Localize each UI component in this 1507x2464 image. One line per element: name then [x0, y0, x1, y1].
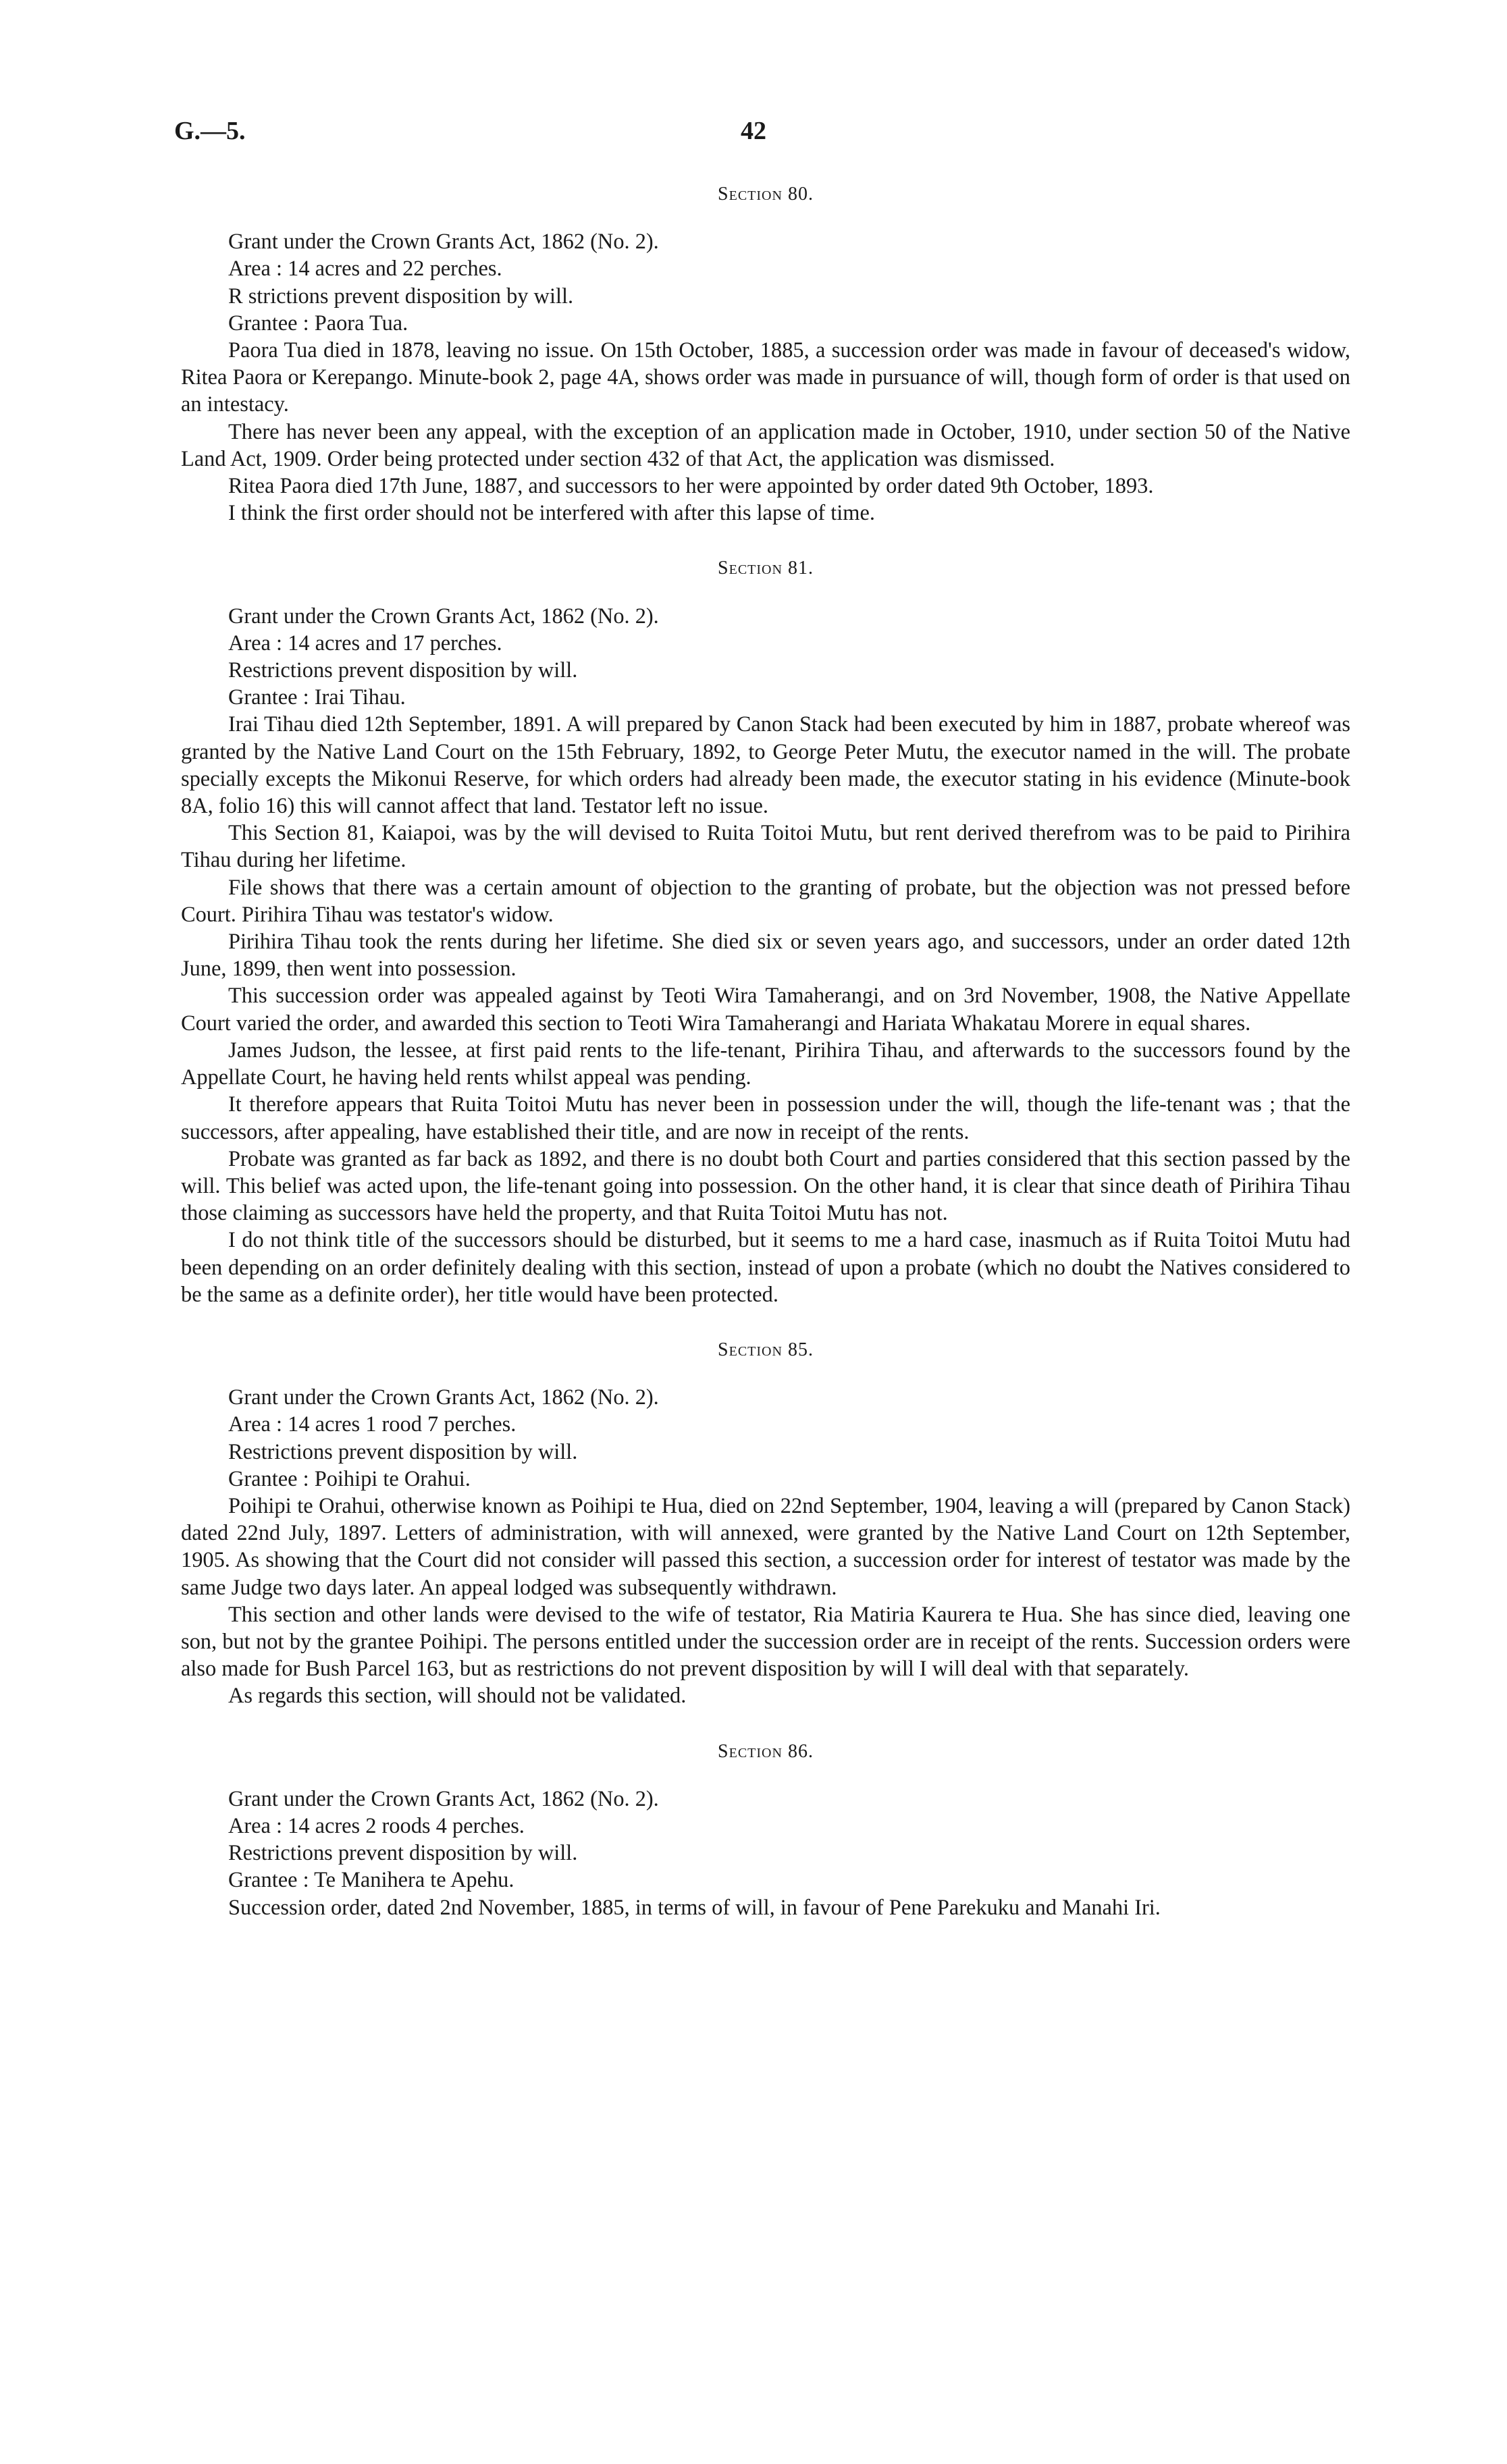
paragraph: Area : 14 acres and 22 perches. — [228, 257, 502, 282]
paragraph: R strictions prevent disposition by will. — [228, 284, 574, 309]
paragraph: It therefore appears that Ruita Toitoi Mutu has never been in possession under the will, though the life-tenant was ; that the successors, after appealing, have established their title, and are now in receipt of the rents. — [181, 1092, 1350, 1144]
paragraph: James Judson, the lessee, at first paid rents to the life-tenant, Pirihira Tihau, and afterwards to the successors found by the Appellate Court, he having held rents whilst appeal was pending. — [181, 1038, 1350, 1090]
paragraph: Irai Tihau died 12th September, 1891. A will prepared by Canon Stack had been executed by him in 1887, probate whereof was granted by the Native Land Court on the 15th February, 1892, to George Peter Mutu, the executor named in the will. The probate specially excepts the Mikonui Reserve, for which orders had already been made, the executor stating in his evidence (Minute-book 8A, folio 16) this will cannot affect that land. Testator left no issue. — [181, 712, 1350, 819]
paragraph: Pirihira Tihau took the rents during her lifetime. She died six or seven years ago, and successors, under an order dated 12th June, 1899, then went into possession. — [181, 930, 1350, 982]
paragraph: Grantee : Paora Tua. — [228, 311, 408, 336]
paragraph: Poihipi te Orahui, otherwise known as Poihipi te Hua, died on 22nd September, 1904, leaving a will (prepared by Canon Stack) dated 22nd July, 1897. Letters of administration, with will annexed, were granted by the Native Land Court on 12th September, 1905. As showing that the Court did not consider will passed this section, a succession order for interest of testator was made by the same Judge two days later. An appeal lodged was subsequently withdrawn. — [181, 1493, 1350, 1600]
paragraph: Probate was granted as far back as 1892, and there is no doubt both Court and parties considered that this section passed by the will. This belief was acted upon, the life-tenant going into possession. On the other hand, it is clear that since death of Pirihira Tihau those claiming as successors have held the property, and that Ruita Toitoi Mutu has not. — [181, 1146, 1350, 1226]
section-heading: Section 80. — [718, 184, 814, 205]
section-heading: Section 81. — [718, 558, 814, 579]
paragraph: There has never been any appeal, with the exception of an application made in October, 1910, under section 50 of the Native Land Act, 1909. Order being protected under section 432 of that Act, the application was dismissed. — [181, 419, 1350, 471]
section-86 — [181, 1738, 1350, 1921]
paragraph: This Section 81, Kaiapoi, was by the will devised to Ruita Toitoi Mutu, but rent derived therefrom was to be paid to Pirihira Tihau during her lifetime. — [181, 821, 1350, 873]
paragraph: Restrictions prevent disposition by will. — [228, 1841, 578, 1866]
section-80 — [181, 181, 1350, 527]
paragraph: File shows that there was a certain amount of objection to the granting of probate, but the objection was not pressed before Court. Pirihira Tihau was testator's widow. — [181, 875, 1350, 927]
paragraph: Area : 14 acres and 17 perches. — [228, 631, 502, 655]
section-heading: Section 85. — [718, 1339, 814, 1360]
section-heading: Section 86. — [718, 1740, 814, 1762]
paragraph: I do not think title of the successors should be disturbed, but it seems to me a hard case, inasmuch as if Ruita Toitoi Mutu had been depending on an order definitely dealing with this section, instead of upon a probate (which no doubt the Natives considered to be the same as a definite order), her title would have been protected. — [181, 1228, 1350, 1307]
paragraph: Ritea Paora died 17th June, 1887, and successors to her were appointed by order dated 9th October, 1893. — [228, 474, 1154, 499]
paragraph: I think the first order should not be interfered with after this lapse of time. — [228, 501, 875, 526]
section-85 — [181, 1337, 1350, 1710]
paragraph: Area : 14 acres 1 rood 7 perches. — [228, 1412, 517, 1437]
document-body — [181, 181, 1350, 1921]
paragraph: Grant under the Crown Grants Act, 1862 (No. 2). — [228, 1786, 659, 1811]
paragraph: As regards this section, will should not be validated. — [228, 1684, 687, 1709]
paragraph: Grantee : Irai Tihau. — [228, 685, 406, 710]
paragraph: Grant under the Crown Grants Act, 1862 (No. 2). — [228, 1385, 659, 1410]
page-number: 42 — [741, 117, 766, 145]
paragraph: Grantee : Poihipi te Orahui. — [228, 1466, 471, 1491]
paragraph: This section and other lands were devised to the wife of testator, Ria Matiria Kaurera te Hua. She has since died, leaving one son, but not by the grantee Poihipi. The persons entitled under the succession order are in receipt of the rents. Succession orders were also made for Bush Parcel 163, but as restrictions do not prevent disposition by will I will deal with that separately. — [181, 1602, 1350, 1682]
paragraph: Restrictions prevent disposition by will. — [228, 658, 578, 683]
paragraph: Grantee : Te Manihera te Apehu. — [228, 1868, 514, 1893]
paragraph: Grant under the Crown Grants Act, 1862 (No. 2). — [228, 230, 659, 255]
paragraph: Succession order, dated 2nd November, 1885, in terms of will, in favour of Pene Parekuku and Manahi Iri. — [228, 1895, 1161, 1920]
paragraph: Area : 14 acres 2 roods 4 perches. — [228, 1813, 525, 1838]
section-81 — [181, 555, 1350, 1308]
document-reference: G.—5. — [174, 117, 246, 145]
paragraph: Restrictions prevent disposition by will. — [228, 1439, 578, 1464]
paragraph: Grant under the Crown Grants Act, 1862 (No. 2). — [228, 604, 659, 628]
page-header — [0, 116, 1507, 157]
paragraph: This succession order was appealed against by Teoti Wira Tamaherangi, and on 3rd November, 1908, the Native Appellate Court varied the order, and awarded this section to Teoti Wira Tamaherangi and Hariata Whakatau Morere in equal shares. — [181, 984, 1350, 1036]
paragraph: Paora Tua died in 1878, leaving no issue. On 15th October, 1885, a succession order was made in favour of deceased's widow, Ritea Paora or Kerepango. Minute-book 2, page 4A, shows order was made in pursuance of will, though form of order is that used on an intestacy. — [181, 338, 1350, 417]
